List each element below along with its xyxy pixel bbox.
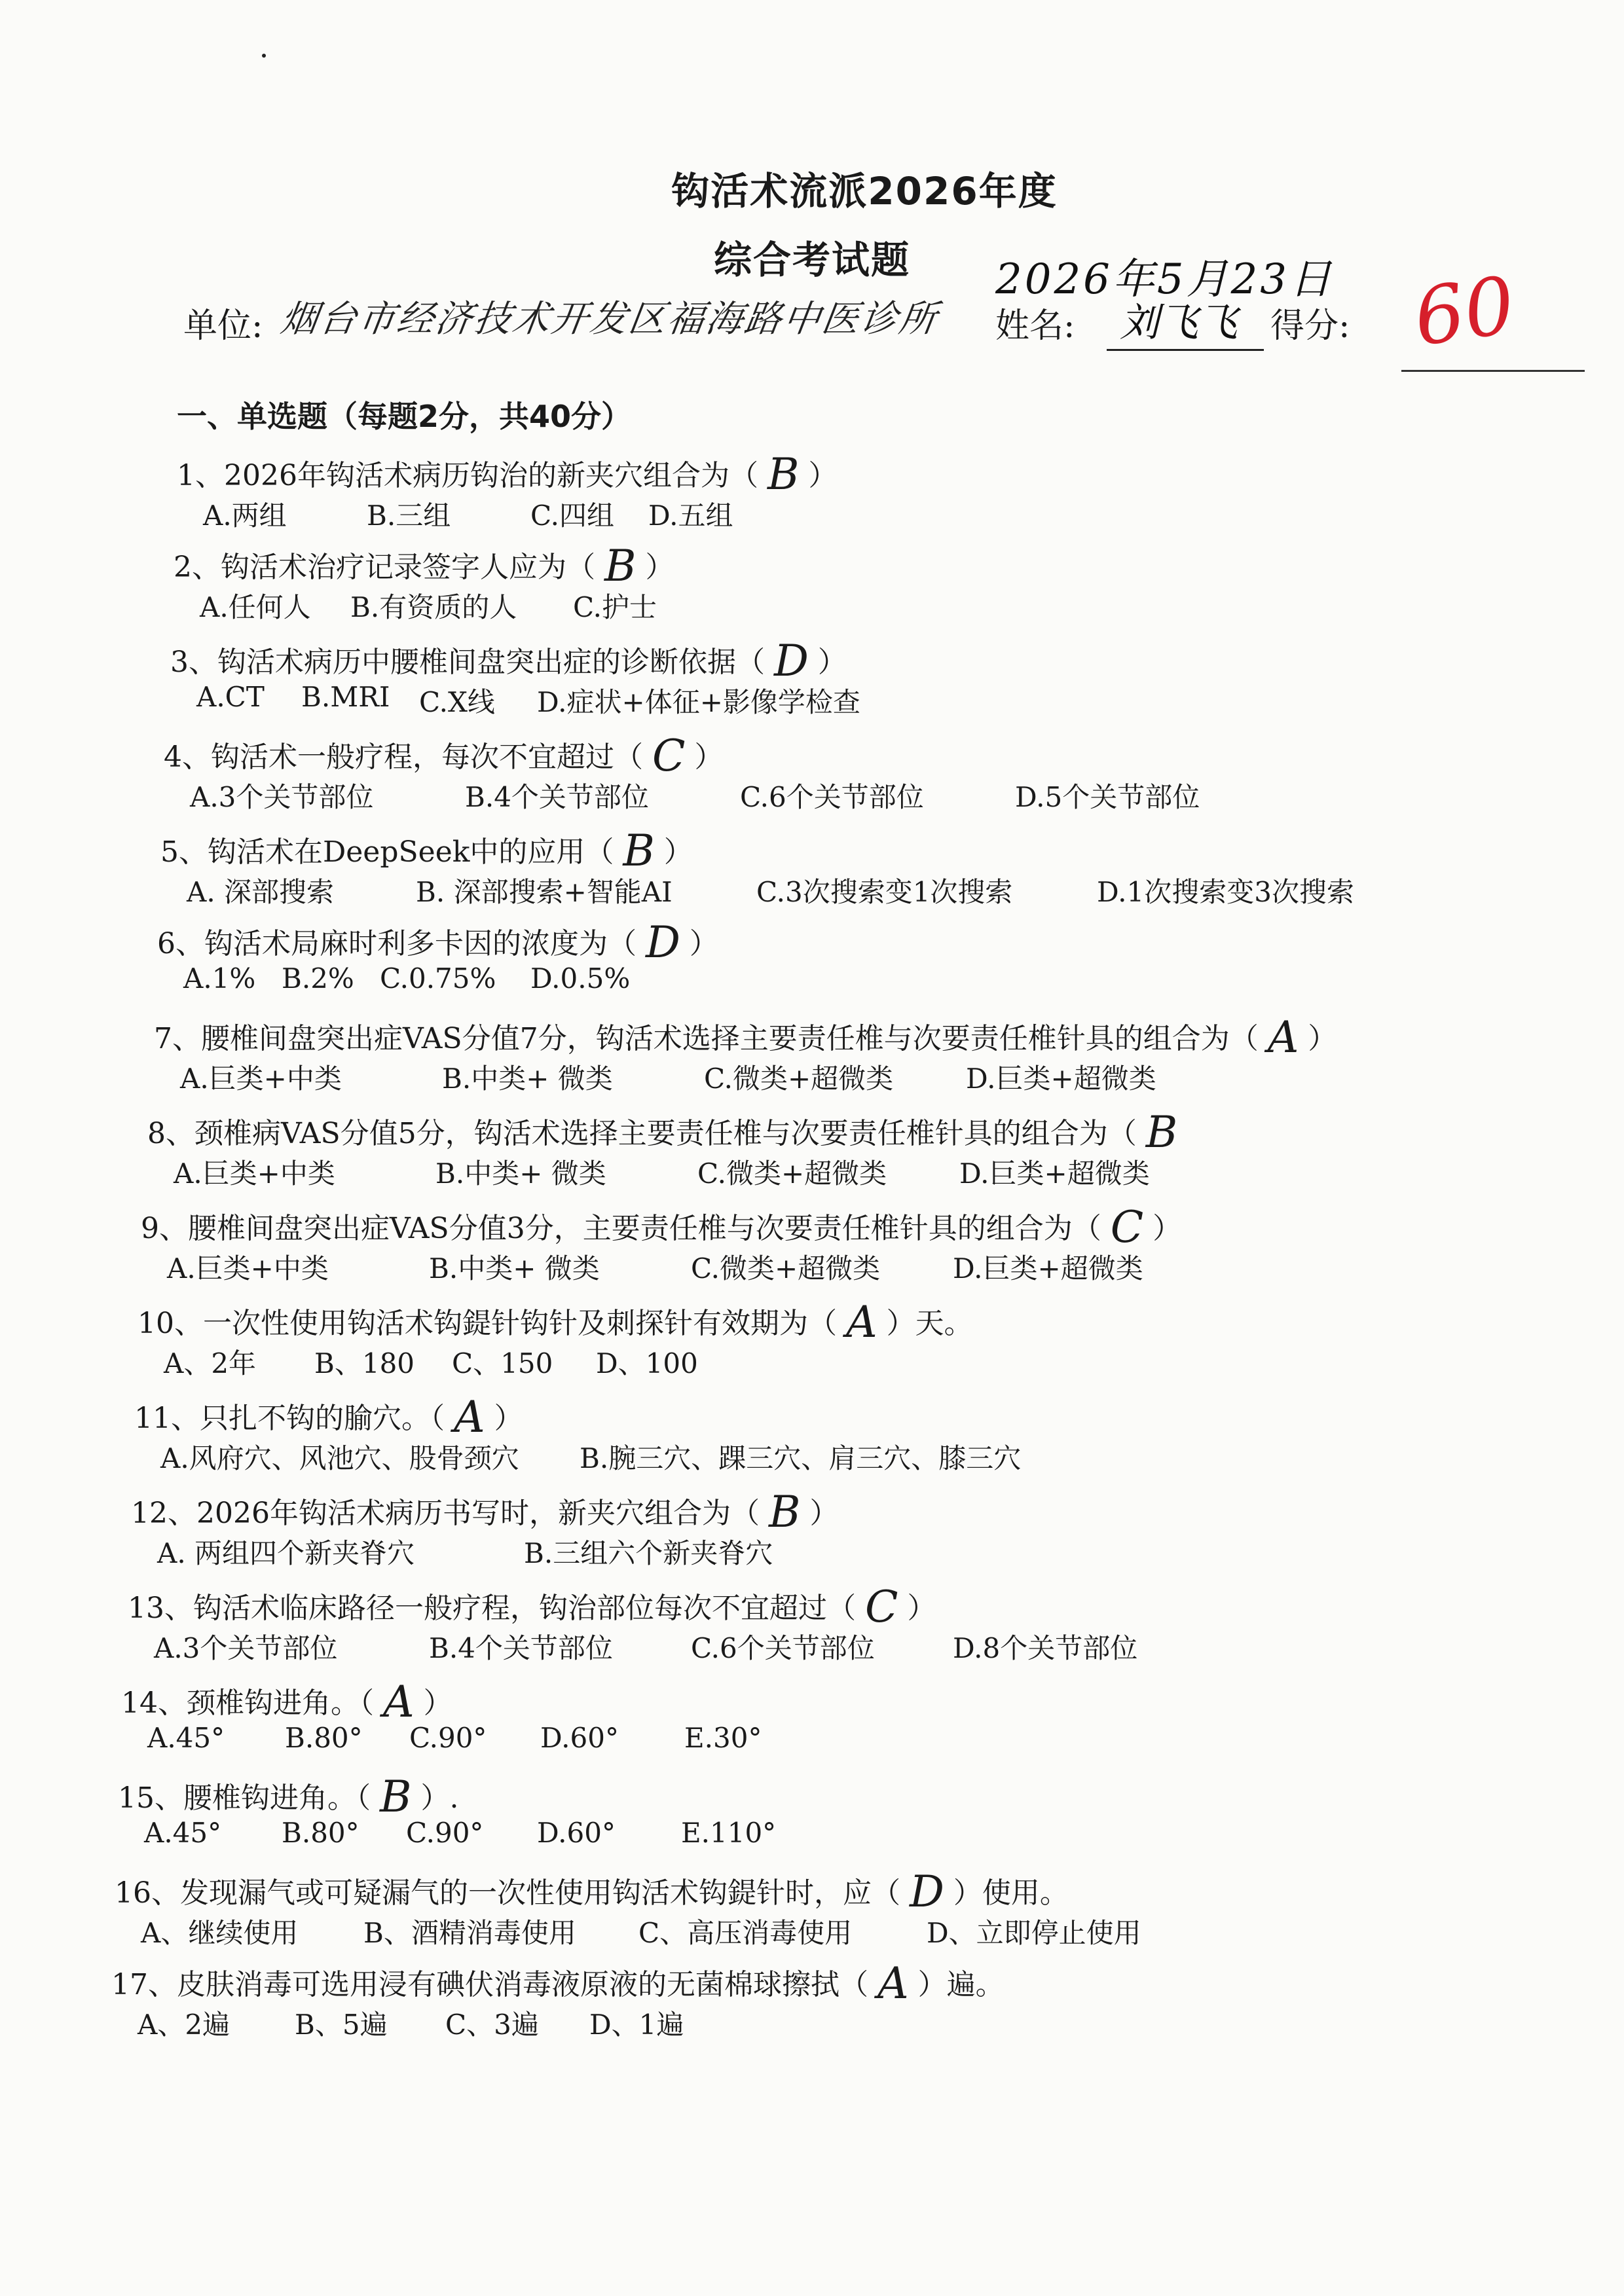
option: A.45° <box>144 1817 222 1849</box>
name-value: 刘飞飞 <box>1120 300 1238 346</box>
options-row <box>203 494 1447 534</box>
question-text-end: ） <box>645 551 674 584</box>
option: A.45° <box>147 1722 225 1754</box>
option: C.90° <box>409 1722 487 1754</box>
exam-title: 钩活术流派2026年度 <box>671 169 1058 213</box>
handwritten-answer: A <box>877 1958 909 2009</box>
option: C.90° <box>406 1817 484 1849</box>
question-text: 14、颈椎钩进角。（ <box>121 1686 374 1720</box>
option: D.巨类+超微类 <box>953 1252 1143 1285</box>
question-text-end: ） <box>817 646 847 679</box>
options-row <box>196 681 1441 720</box>
options-row <box>138 2003 1382 2043</box>
option: A.3个关节部位 <box>154 1632 338 1664</box>
options-row <box>183 962 1428 1002</box>
question-11 <box>134 1388 523 1442</box>
handwritten-answer: A <box>454 1392 485 1442</box>
option: D.症状+体征+影像学检查 <box>537 686 860 718</box>
question-text: 1、2026年钩活术病历钩治的新夹穴组合为（ <box>177 459 758 492</box>
option: B.2% <box>282 962 354 994</box>
question-13 <box>128 1578 936 1632</box>
option: D.5个关节部位 <box>1015 781 1200 813</box>
option: B、5遍 <box>295 2009 388 2041</box>
handwritten-answer: C <box>865 1582 898 1632</box>
option: D.0.5% <box>530 962 631 994</box>
score-underline <box>1401 370 1585 372</box>
question-text: 4、钩活术一般疗程，每次不宜超过（ <box>164 740 643 774</box>
option: C.0.75% <box>380 962 496 994</box>
option: B. 深部搜索+智能AI <box>416 876 673 908</box>
option: C、高压消毒使用 <box>638 1917 853 1949</box>
score-label: 得分: <box>1270 306 1350 346</box>
option: C.6个关节部位 <box>740 781 924 813</box>
option: C、150 <box>452 1347 553 1379</box>
option: B、180 <box>314 1347 415 1379</box>
option: B.三组 <box>367 500 451 532</box>
question-text: 2、钩活术治疗记录签字人应为（ <box>174 551 595 584</box>
option: B.三组六个新夹脊穴 <box>524 1537 773 1569</box>
handwritten-answer: A <box>846 1297 877 1347</box>
options-row <box>180 1057 1424 1097</box>
handwritten-answer: D <box>774 636 809 686</box>
scan-speck <box>262 54 266 58</box>
question-text-end: ） <box>1308 1022 1337 1055</box>
option: A、继续使用 <box>141 1917 299 1949</box>
options-row <box>187 871 1431 910</box>
options-row <box>167 1247 1411 1286</box>
handwritten-answer: A <box>383 1677 415 1727</box>
option: C.四组 <box>530 500 614 532</box>
question-6 <box>157 913 718 968</box>
section-title: 一、单选题（每题2分，共40分） <box>177 399 632 434</box>
unit-label: 单位: <box>183 306 263 346</box>
question-17 <box>111 1954 1005 2009</box>
option: D.8个关节部位 <box>953 1632 1138 1664</box>
question-text: 12、2026年钩活术病历书写时，新夹穴组合为（ <box>131 1497 760 1530</box>
exam-subtitle: 综合考试题 <box>713 238 910 282</box>
option: C.微类+超微类 <box>704 1063 894 1095</box>
option: D.1次搜索变3次搜索 <box>1097 876 1354 908</box>
option: E.110° <box>681 1817 777 1849</box>
option: D.60° <box>537 1817 616 1849</box>
option: C.X线 <box>419 686 495 718</box>
question-text-end: ） <box>494 1402 523 1435</box>
question-text-end: ）. <box>420 1781 459 1815</box>
question-text: 6、钩活术局麻时利多卡因的浓度为（ <box>157 927 637 960</box>
handwritten-answer: B <box>604 541 637 591</box>
question-2 <box>174 537 674 591</box>
question-4 <box>164 727 724 781</box>
option: A.CT <box>196 681 265 713</box>
date-handwritten: 2026年5月23日 <box>995 255 1335 304</box>
question-7 <box>154 1008 1337 1063</box>
question-5 <box>160 822 693 876</box>
option: B.4个关节部位 <box>465 781 649 813</box>
option: D.巨类+超微类 <box>959 1157 1150 1190</box>
question-text: 9、腰椎间盘突出症VAS分值3分，主要责任椎与次要责任椎针具的组合为（ <box>141 1212 1101 1245</box>
option: D、1遍 <box>589 2009 684 2041</box>
question-14 <box>121 1673 452 1727</box>
name-label: 姓名: <box>995 306 1075 346</box>
options-row <box>157 1532 1401 1571</box>
option: A.巨类+中类 <box>174 1157 335 1190</box>
option: C.微类+超微类 <box>691 1252 881 1285</box>
question-text-end: ） <box>808 459 838 492</box>
question-text: 8、颈椎病VAS分值5分，钩活术选择主要责任椎与次要责任椎针具的组合为（ <box>147 1117 1137 1150</box>
option: A.两组 <box>203 500 287 532</box>
question-12 <box>131 1483 839 1537</box>
unit-value: 烟台市经济技术开发区福海路中医诊所 <box>278 298 941 340</box>
option: C.护士 <box>573 591 657 623</box>
question-text-end: ） <box>1153 1212 1182 1245</box>
question-text: 5、钩活术在DeepSeek中的应用（ <box>160 835 614 869</box>
option: B、酒精消毒使用 <box>363 1917 576 1949</box>
score-value: 60 <box>1409 260 1521 364</box>
option: A、2遍 <box>138 2009 231 2041</box>
options-row <box>164 1342 1408 1381</box>
question-15 <box>118 1768 459 1822</box>
handwritten-answer: D <box>646 917 680 968</box>
option: B.中类+ 微类 <box>442 1063 613 1095</box>
handwritten-answer: B <box>768 1487 801 1537</box>
option: B.腕三穴、踝三穴、肩三穴、膝三穴 <box>580 1442 1022 1474</box>
option: A.3个关节部位 <box>190 781 374 813</box>
option: B.80° <box>282 1817 360 1849</box>
option: B.4个关节部位 <box>429 1632 613 1664</box>
option: D、100 <box>596 1347 698 1379</box>
handwritten-answer: C <box>652 731 686 781</box>
option: A.巨类+中类 <box>180 1063 342 1095</box>
option: B.有资质的人 <box>350 591 517 623</box>
option: B.中类+ 微类 <box>429 1252 600 1285</box>
option: D、立即停止使用 <box>927 1917 1141 1949</box>
option: A.1% <box>183 962 256 994</box>
handwritten-answer: B <box>623 826 655 876</box>
question-text-end: ） <box>423 1686 452 1720</box>
question-text: 10、一次性使用钩活术钩鍉针钩针及刺探针有效期为（ <box>138 1307 837 1340</box>
options-row <box>160 1437 1405 1476</box>
option: A.巨类+中类 <box>167 1252 329 1285</box>
option: A. 深部搜索 <box>187 876 335 908</box>
option: C、3遍 <box>445 2009 539 2041</box>
question-text-end: ）天。 <box>886 1307 973 1340</box>
question-text: 3、钩活术病历中腰椎间盘突出症的诊断依据（ <box>170 646 765 679</box>
question-8 <box>147 1103 1187 1157</box>
options-row <box>144 1817 1388 1856</box>
options-row <box>147 1722 1392 1761</box>
question-text-end: ） <box>809 1497 839 1530</box>
handwritten-answer: D <box>910 1867 944 1917</box>
question-9 <box>141 1198 1182 1252</box>
question-text-end: ） <box>689 927 718 960</box>
question-1 <box>177 445 838 500</box>
question-text: 15、腰椎钩进角。（ <box>118 1781 371 1815</box>
handwritten-answer: A <box>1267 1012 1299 1063</box>
option: C.3次搜索变1次搜索 <box>756 876 1013 908</box>
name-underline <box>1107 349 1264 351</box>
option: C.微类+超微类 <box>697 1157 887 1190</box>
handwritten-answer: B <box>1145 1107 1178 1157</box>
question-3 <box>170 632 847 686</box>
options-row <box>190 776 1434 815</box>
option: B.MRI <box>301 681 390 713</box>
question-text: 17、皮肤消毒可选用浸有碘伏消毒液原液的无菌棉球擦拭（ <box>111 1968 868 2001</box>
options-row <box>154 1627 1398 1666</box>
option: B.80° <box>285 1722 363 1754</box>
option: C.6个关节部位 <box>691 1632 875 1664</box>
option: E.30° <box>684 1722 762 1754</box>
handwritten-answer: B <box>380 1772 412 1822</box>
question-text: 7、腰椎间盘突出症VAS分值7分，钩活术选择主要责任椎与次要责任椎针具的组合为（ <box>154 1022 1259 1055</box>
question-text-end: ） <box>663 835 693 869</box>
option: A、2年 <box>164 1347 257 1379</box>
question-16 <box>115 1863 1069 1917</box>
question-text: 13、钩活术临床路径一般疗程，钩治部位每次不宜超过（ <box>128 1592 856 1625</box>
handwritten-answer: C <box>1110 1202 1144 1252</box>
option: D.巨类+超微类 <box>966 1063 1156 1095</box>
options-row <box>174 1152 1418 1192</box>
option: D.60° <box>540 1722 619 1754</box>
question-text: 16、发现漏气或可疑漏气的一次性使用钩活术钩鍉针时，应（ <box>115 1876 900 1910</box>
question-text-end: ） <box>694 740 724 774</box>
question-text-end: ） <box>907 1592 936 1625</box>
question-text: 11、只扎不钩的腧穴。（ <box>134 1402 445 1435</box>
options-row <box>200 586 1444 625</box>
option: A.任何人 <box>200 591 311 623</box>
question-text-end: ）遍。 <box>917 1968 1005 2001</box>
option: B.中类+ 微类 <box>435 1157 606 1190</box>
option: D.五组 <box>648 500 733 532</box>
question-10 <box>138 1293 973 1347</box>
question-text-end: ）使用。 <box>953 1876 1069 1910</box>
options-row <box>141 1912 1385 1951</box>
option: A. 两组四个新夹脊穴 <box>157 1537 415 1569</box>
handwritten-answer: B <box>767 449 800 500</box>
option: A.风府穴、风池穴、股骨颈穴 <box>160 1442 519 1474</box>
